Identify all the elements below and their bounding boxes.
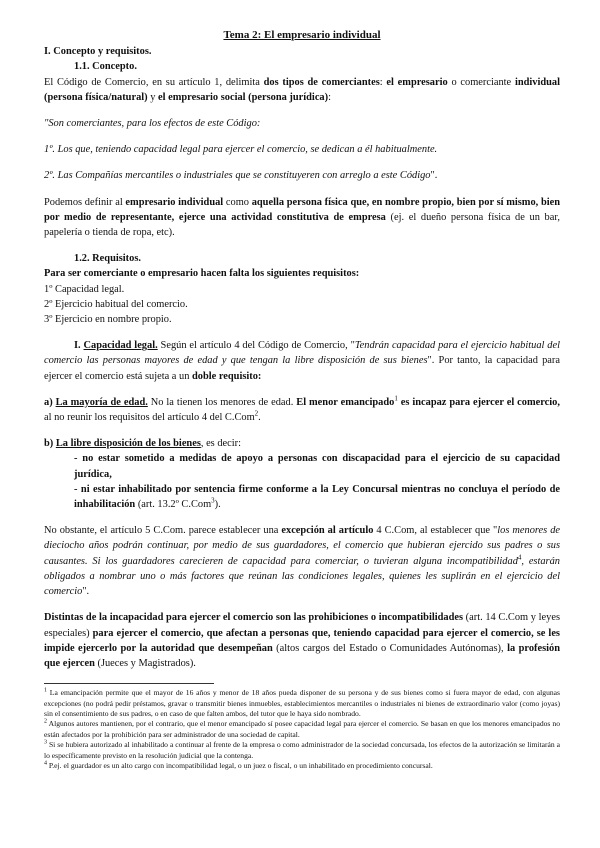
text: los menores de dieciocho años podrán continuar, por medio de sus guardadores, el comercio que hubieran ejercido sus padres o sus causantes. Si los guardadores carecieren de capacidad para comerciar, o tuvieran alguna incompatibilidad [44,525,561,567]
emphasis: - no estar sometido a medidas de apoyo a personas con discapacidad para el ejercicio de su capacidad jurídica, [74,453,560,480]
paragraph-age [44,395,560,425]
text: ". [82,586,90,598]
text: y [147,91,159,103]
footnote-2 [44,719,560,740]
emphasis: la profesión que ejercen [44,642,560,669]
emphasis: doble requisito [192,370,258,382]
text: (art. 14 C.Com y leyes especiales) [44,612,560,639]
footnote-number: 1 [44,687,47,694]
text: ". [430,170,438,182]
footnote-text: La emancipación permite que el mayor de 16 años y menor de 18 años pueda disponer de su persona y de sus bienes como si fuera mayor de edad, con algunas excepciones (no podrá pedir préstamos, gravar o transmitir bienes inmuebles, establecimientos mercantiles o industriales ni bienes de extraordinario valor (como joyas) sin el consentimiento de sus padres, o en caso de que falten ambos, del tutor que le haya sido nombrado. [44,688,560,718]
document-title: Tema 2: El empresario individual [223,29,381,41]
emphasis: - ni estar inhabilitado por sentencia firme conforme a la Ley Concursal mientras no concluya el período de inhabilitación [74,483,560,511]
quote-line-2: 1º. Los que, teniendo capacidad legal para ejercer el comercio, se dedican a él habitualmente. [44,144,438,156]
footnote-3 [44,740,560,761]
condition-2 [44,482,560,512]
text: , estarán obligados a nombrar uno o más factores que reúnan las condiciones legales, quienes les suplirán en el ejercicio del comercio [44,555,560,598]
document-page [44,28,560,771]
requirement-3: 3º Ejercicio en nombre propio. [44,314,172,326]
subsection-heading-requirements: 1.2. Requisitos. [74,253,141,265]
footnote-4 [44,761,560,771]
text: No obstante, el artículo 5 C.Com. parece establecer una [44,525,282,537]
emphasis: para ejercer el comercio, que afectan a personas que, teniendo capacidad para ejercer el comercio, se les impide ejercerlo por la autoridad que desempeñan [44,627,560,654]
text: El Código de Comercio, en su artículo 1, delimita [44,76,264,88]
quote-line-3 [44,168,560,183]
text: (art. 13.2º C.Com [135,499,212,511]
footnote-text: Algunos autores mantienen, por el contrario, que el menor emancipado sí posee capacidad legal para ejercer el comercio. Se basan en que los menores emancipados no están afectados por la prohibición para ser administrador de una sociedad de capital. [44,719,560,739]
footnote-number: 2 [44,718,47,725]
emphasis: excepción al artículo [281,525,374,537]
text: como [223,196,252,208]
text: No la tienen los menores de edad. [147,396,297,408]
emphasis: La mayoría de edad. [55,396,148,408]
text: (altos cargos del Estado o Comunidades Autónomas), [272,642,508,654]
emphasis: Capacidad legal. [83,340,158,352]
requirements-intro: Para ser comerciante o empresario hacen falta los siguientes requisitos: [44,268,360,280]
footnote-ref: 4 [517,553,522,562]
paragraph-legal-capacity [44,338,560,384]
paragraph-merchant-types [44,75,560,105]
text: ". Por tanto, la capacidad para ejercer el comercio está sujeta a un [44,355,560,382]
footnote-ref: 2 [254,409,259,418]
text: Podemos definir al [44,196,126,208]
section-heading-concept: I. Concepto y requisitos. [44,46,152,58]
emphasis: El menor emancipado [296,396,395,408]
text: (Jueces y Magistrados). [94,657,196,669]
emphasis: dos tipos de comerciantes [263,76,380,88]
paragraph-definition [44,195,560,241]
footnote-number: 3 [44,739,47,746]
emphasis: b) [44,438,56,450]
footnote-ref: 3 [211,496,215,505]
footnote-text: P.ej. el guardador es un alto cargo con incompatibilidad legal, o un juez o fiscal, o un inhabilitado en procedimiento concursal. [47,760,433,770]
footnote-separator [44,683,214,684]
footnote-1 [44,688,560,719]
emphasis: : [257,370,262,382]
requirement-2: 2º Ejercicio habitual del comercio. [44,298,188,310]
emphasis: aquella persona física que, en nombre propio, bien por sí mismo, bien por medio de representante, ejerce una actividad constitutiva de empresa [44,196,561,223]
emphasis: empresario individual [125,196,224,208]
emphasis: La libre disposición de los bienes [55,438,201,450]
condition-1 [44,451,560,481]
text: : [328,91,331,103]
quote-line-1: "Son comerciantes, para los efectos de este Código: [44,118,261,130]
emphasis: individual (persona física/natural) [44,76,560,103]
emphasis: es incapaz para ejercer el comercio, [397,396,560,408]
paragraph-exception [44,523,560,599]
text: 4 C.Com, al establecer que " [373,525,498,537]
emphasis: a) [44,396,56,408]
subsection-heading-concept: 1.1. Concepto. [74,61,137,73]
emphasis: I. [74,340,84,352]
footnote-ref: 1 [394,394,398,403]
text: 2º. Las Compañías mercantiles o industriales que se constituyeren con arreglo a este Código [44,170,431,182]
text: o comerciante [447,76,515,88]
text: , es decir: [200,438,241,450]
emphasis: el empresario social (persona jurídica) [158,91,329,103]
requirement-1: 1º Capacidad legal. [44,283,125,295]
paragraph-incompatibilities [44,610,560,671]
footnote-text: Si se hubiera autorizado al inhabilitado a continuar al frente de la empresa o como administrador de la sociedad concursada, los efectos de la autorización se limitarán a lo específicamente previsto en la resolución judicial que la contenga. [44,740,560,760]
text: Según el artículo 4 del Código de Comercio, " [157,340,355,352]
emphasis: Distintas de la incapacidad para ejercer el comercio son las prohibiciones o incompatibilidades [44,612,464,624]
text: Tendrán capacidad para el ejercicio habitual del comercio las personas mayores de edad y que tengan la libre disposición de sus bienes [44,340,560,367]
text: (ej. el dueño persona física de un bar, papelería o tienda de ropa, etc). [44,211,560,239]
text: : [379,76,387,88]
footnote-number: 4 [44,760,47,767]
text: ). [214,499,221,511]
text: al no reunir los requisitos del artículo 4 del C.Com [44,412,255,424]
text: . [258,412,261,424]
emphasis: el empresario [386,76,448,88]
paragraph-free-disposal [44,436,560,451]
